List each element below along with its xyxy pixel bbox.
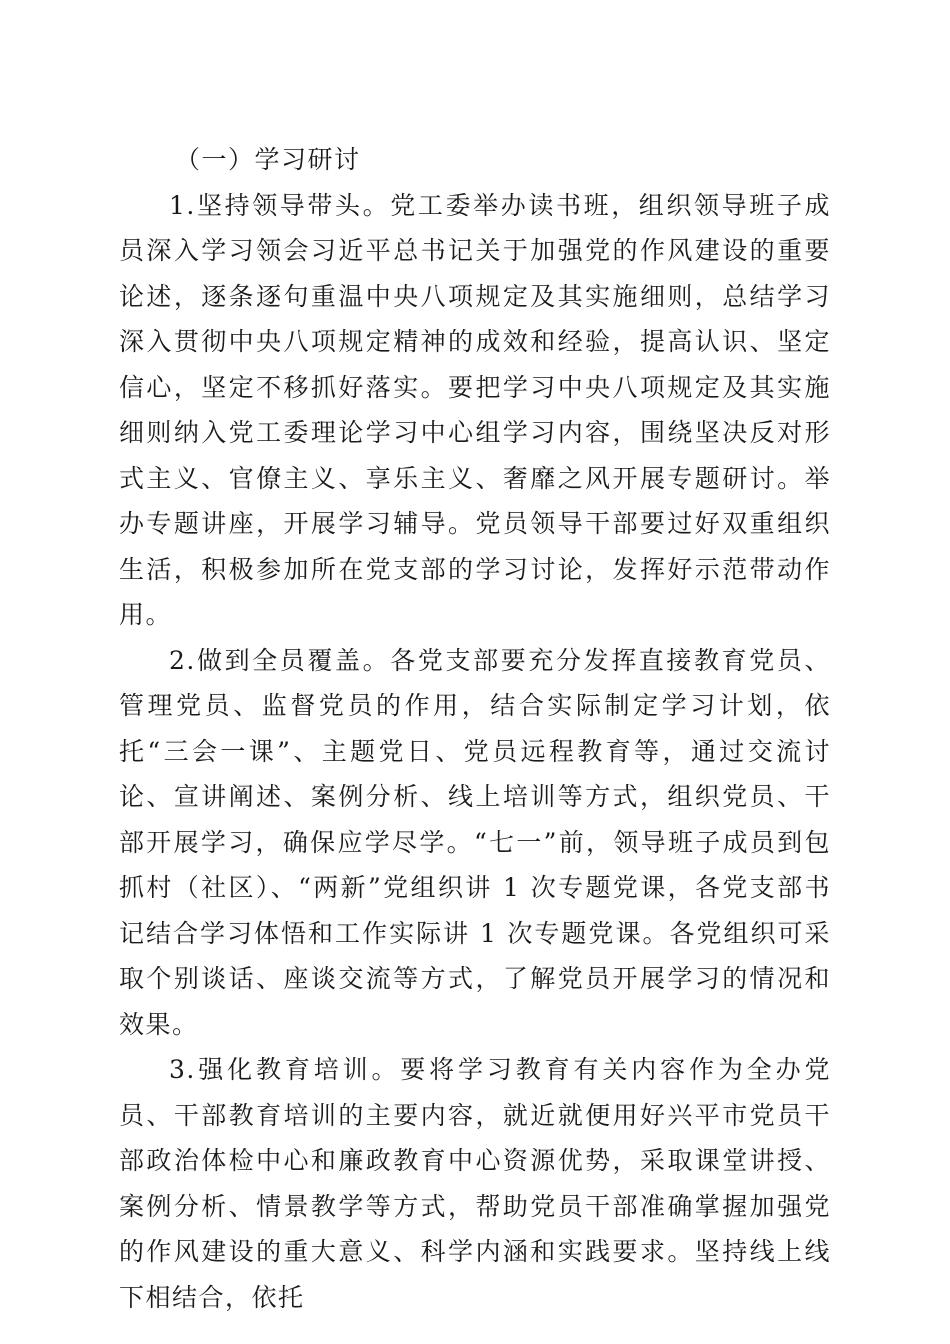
section-heading: （一）学习研讨	[175, 145, 361, 174]
paragraph-education-training: 3.强化教育培训。要将学习教育有关内容作为全办党员、干部教育培训的主要内容，就近就便用好兴平市党员干部政治体检中心和廉政教育中心资源优势，采取课堂讲授、案例分析、情景教学等方式，帮助党员干部准确掌握加强党的作风建设的重大意义、科学内涵和实践要求。坚持线上线下相结合，依托	[119, 1055, 831, 1312]
paragraph-full-coverage: 2.做到全员覆盖。各党支部要充分发挥直接教育党员、管理党员、监督党员的作用，结合实际制定学习计划，依托“三会一课”、主题党日、党员远程教育等，通过交流讨论、宣讲阐述、案例分析、线上培训等方式，组织党员、干部开展学习，确保应学尽学。“七一”前，领导班子成员到包抓村（社区）、“两新”党组织讲 1 次专题党课，各党支部书记结合学习体悟和工作实际讲 1 次专题党课。各党组织可采取个别谈话、座谈交流等方式，了解党员开展学习的情况和效果。	[119, 645, 831, 1039]
document-body	[119, 137, 831, 1320]
paragraph-lead-by-example: 1.坚持领导带头。党工委举办读书班，组织领导班子成员深入学习领会习近平总书记关于加强党的作风建设的重要论述，逐条逐句重温中央八项规定及其实施细则，总结学习深入贯彻中央八项规定精神的成效和经验，提高认识、坚定信心，坚定不移抓好落实。要把学习中央八项规定及其实施细则纳入党工委理论学习中心组学习内容，围绕坚决反对形式主义、官僚主义、享乐主义、奢靡之风开展专题研讨。举办专题讲座，开展学习辅导。党员领导干部要过好双重组织生活，积极参加所在党支部的学习讨论，发挥好示范带动作用。	[119, 190, 831, 629]
